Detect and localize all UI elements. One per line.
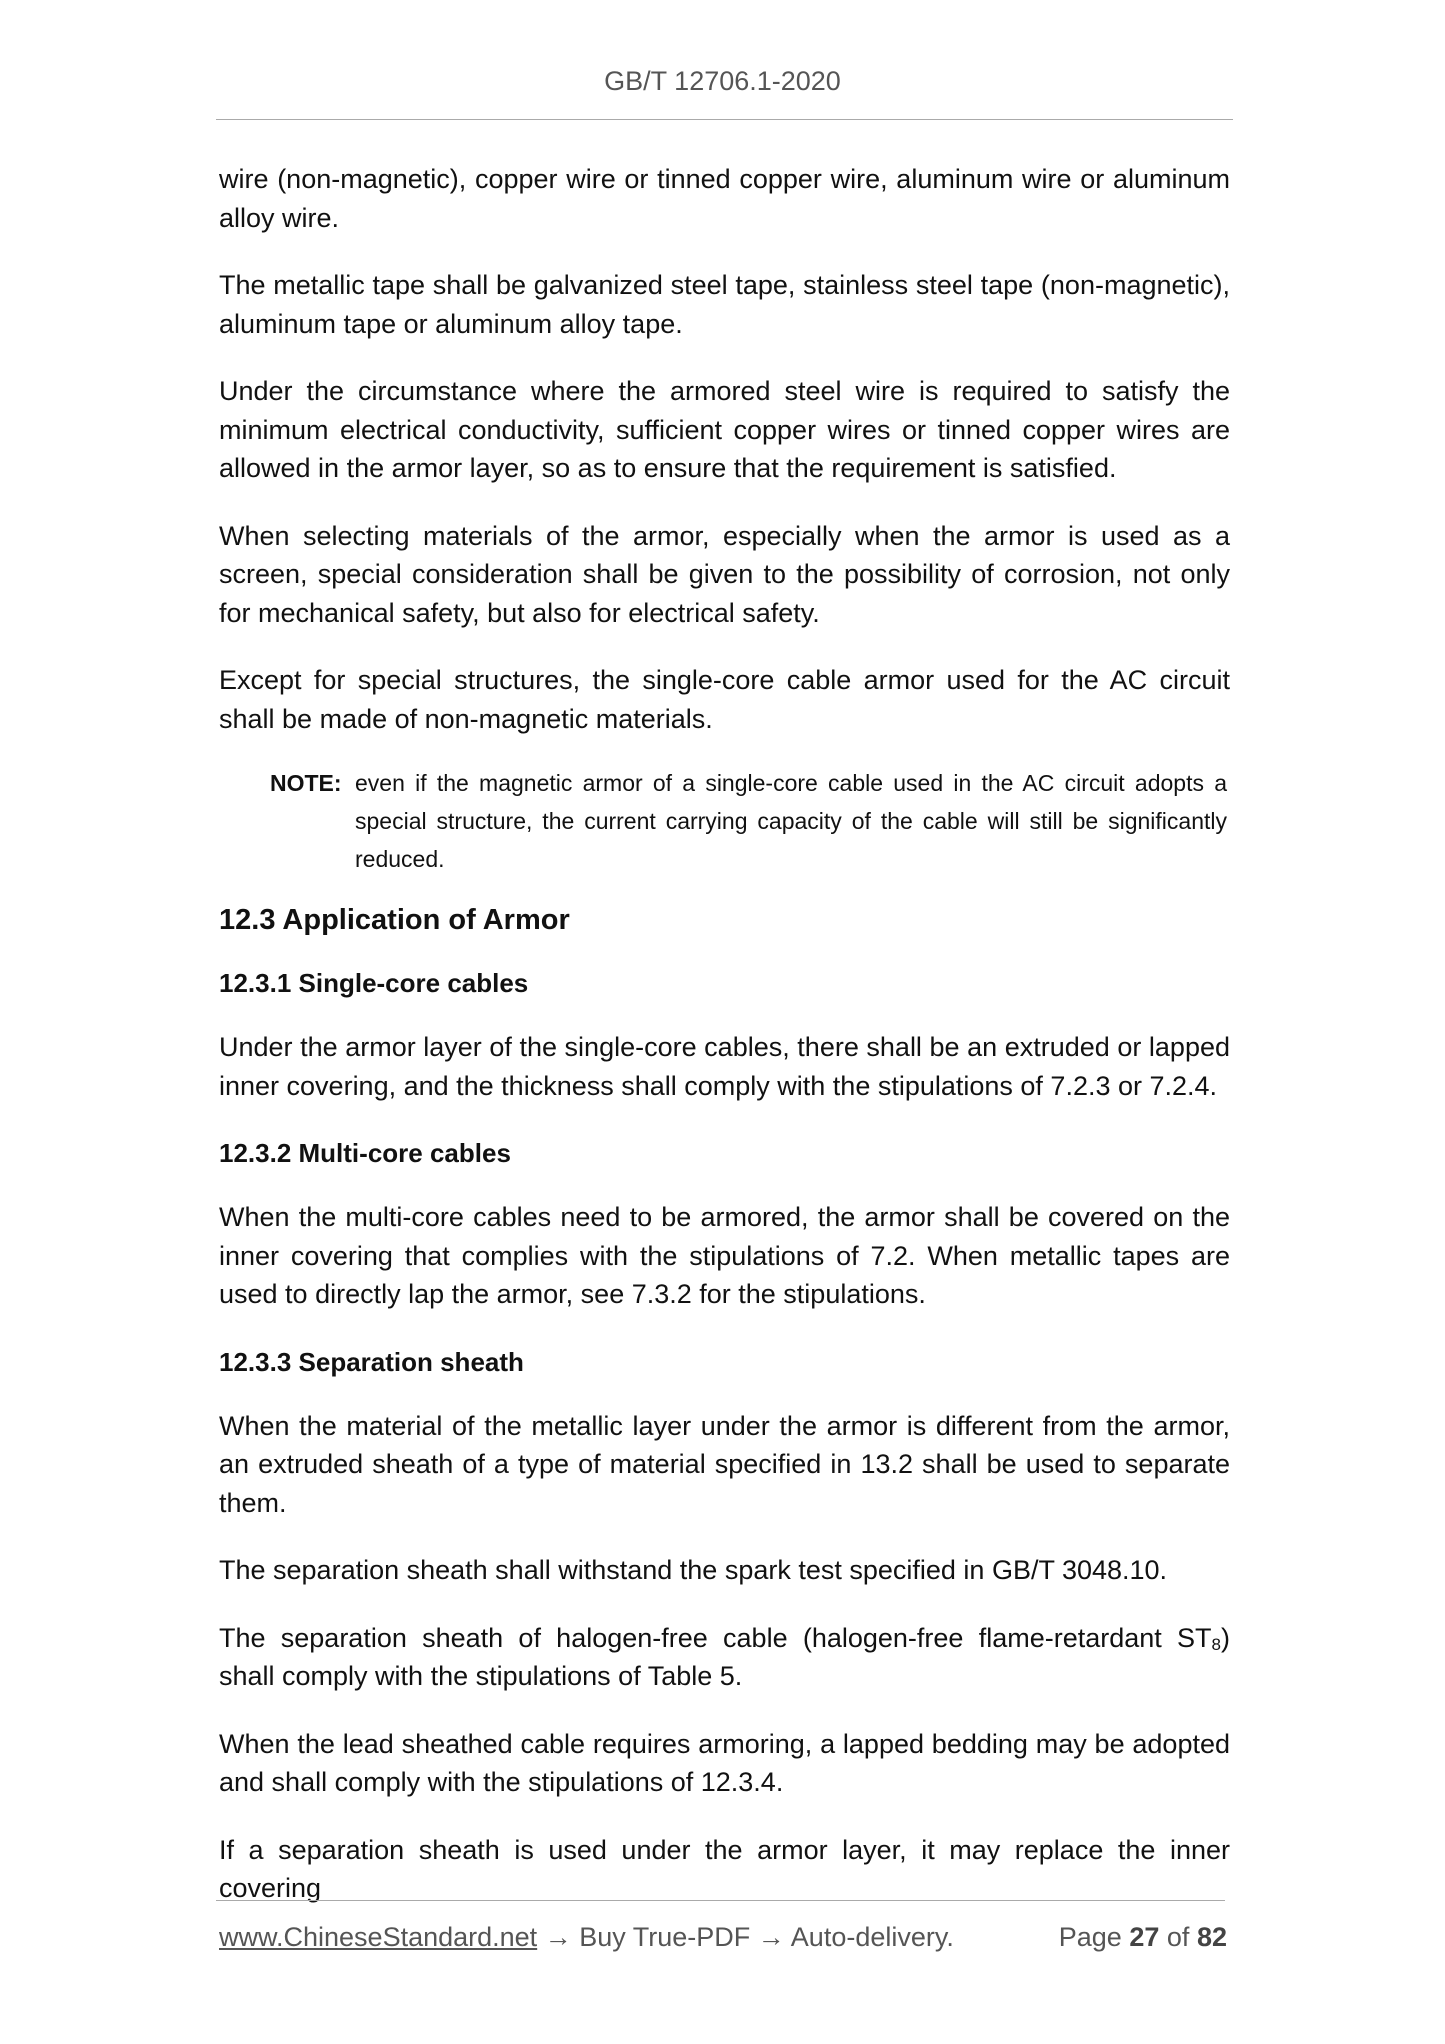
footer-divider xyxy=(216,1900,1225,1901)
subsection-heading-12-3-1: 12.3.1 Single-core cables xyxy=(219,968,529,998)
header-divider xyxy=(216,119,1233,120)
section-heading-12-3: 12.3 Application of Armor xyxy=(219,904,570,936)
subsection-heading-12-3-3: 12.3.3 Separation sheath xyxy=(219,1346,524,1377)
st-subscript: 8 xyxy=(1211,1634,1221,1654)
note-text: even if the magnetic armor of a single-core cable used in the AC circuit adopts a special structure, the current carrying capacity of the cable will still be significantly reduced. xyxy=(355,770,1227,872)
website-link[interactable]: www.ChineseStandard.net xyxy=(219,1922,538,1952)
note-block xyxy=(270,764,1230,878)
page-label: Page xyxy=(1058,1922,1122,1952)
page-header: GB/T 12706.1-2020 xyxy=(604,66,841,96)
page-footer xyxy=(219,1922,1227,1953)
paragraph-metallic-tape: The metallic tape shall be galvanized steel tape, stainless steel tape (non-magnetic), aluminum tape or aluminum alloy tape. xyxy=(219,270,1230,339)
paragraph-spark-test: The separation sheath shall withstand the spark test specified in GB/T 3048.10. xyxy=(219,1555,1168,1585)
document-body xyxy=(219,160,1230,1937)
arrow-right-icon: → xyxy=(544,1922,572,1952)
paragraph-conductivity: Under the circumstance where the armored steel wire is required to satisfy the minimum electrical conductivity, sufficient copper wires or tinned copper wires are allowed in the armor layer, so as to ensure that the requirement is satisfied. xyxy=(219,376,1230,483)
subsection-heading-12-3-2: 12.3.2 Multi-core cables xyxy=(219,1138,511,1168)
of-label: of xyxy=(1166,1922,1190,1952)
note-label: NOTE: xyxy=(270,770,342,796)
paragraph-single-core: Under the armor layer of the single-core cables, there shall be an extruded or lapped inner covering, and the thickness shall comply with the stipulations of 7.2.3 or 7.2.4. xyxy=(219,1032,1230,1101)
paragraph-separation-inner-covering: If a separation sheath is used under the armor layer, it may replace the inner covering xyxy=(219,1834,1230,1903)
page-indicator xyxy=(1059,1922,1227,1953)
paragraph-lead-sheathed: When the lead sheathed cable requires armoring, a lapped bedding may be adopted and shall comply with the stipulations of 12.3.4. xyxy=(219,1728,1230,1797)
halogen-free-text-before: The separation sheath of halogen-free cable (halogen-free flame-retardant ST xyxy=(219,1622,1212,1653)
paragraph-multi-core: When the multi-core cables need to be armored, the armor shall be covered on the inner covering that complies with the stipulations of 7.2. When metallic tapes are used to directly lap the armor, see 7.3.2 for the stipulations. xyxy=(219,1202,1230,1309)
arrow-right-icon: → xyxy=(757,1922,785,1952)
page-number: 27 xyxy=(1129,1922,1160,1952)
paragraph-separation-material: When the material of the metallic layer under the armor is different from the armor, an extruded sheath of a type of material specified in 13.2 shall be used to separate them. xyxy=(219,1410,1230,1518)
page-total: 82 xyxy=(1196,1922,1227,1952)
halogen-free-text-after: ) shall comply with the stipulations of Table 5. xyxy=(219,1622,1230,1691)
paragraph-corrosion: When selecting materials of the armor, especially when the armor is used as a screen, special consideration shall be given to the possibility of corrosion, not only for mechanical safety, but also for electrical safety. xyxy=(219,520,1230,628)
delivery-text: Auto-delivery. xyxy=(790,1922,954,1952)
paragraph-halogen-free xyxy=(219,1619,1230,1696)
paragraph-armor-wire-materials: wire (non-magnetic), copper wire or tinned copper wire, aluminum wire or aluminum alloy wire. xyxy=(219,164,1230,233)
paragraph-non-magnetic: Except for special structures, the single-core cable armor used for the AC circuit shall be made of non-magnetic materials. xyxy=(219,665,1230,734)
buy-text: Buy True-PDF xyxy=(579,1922,751,1952)
